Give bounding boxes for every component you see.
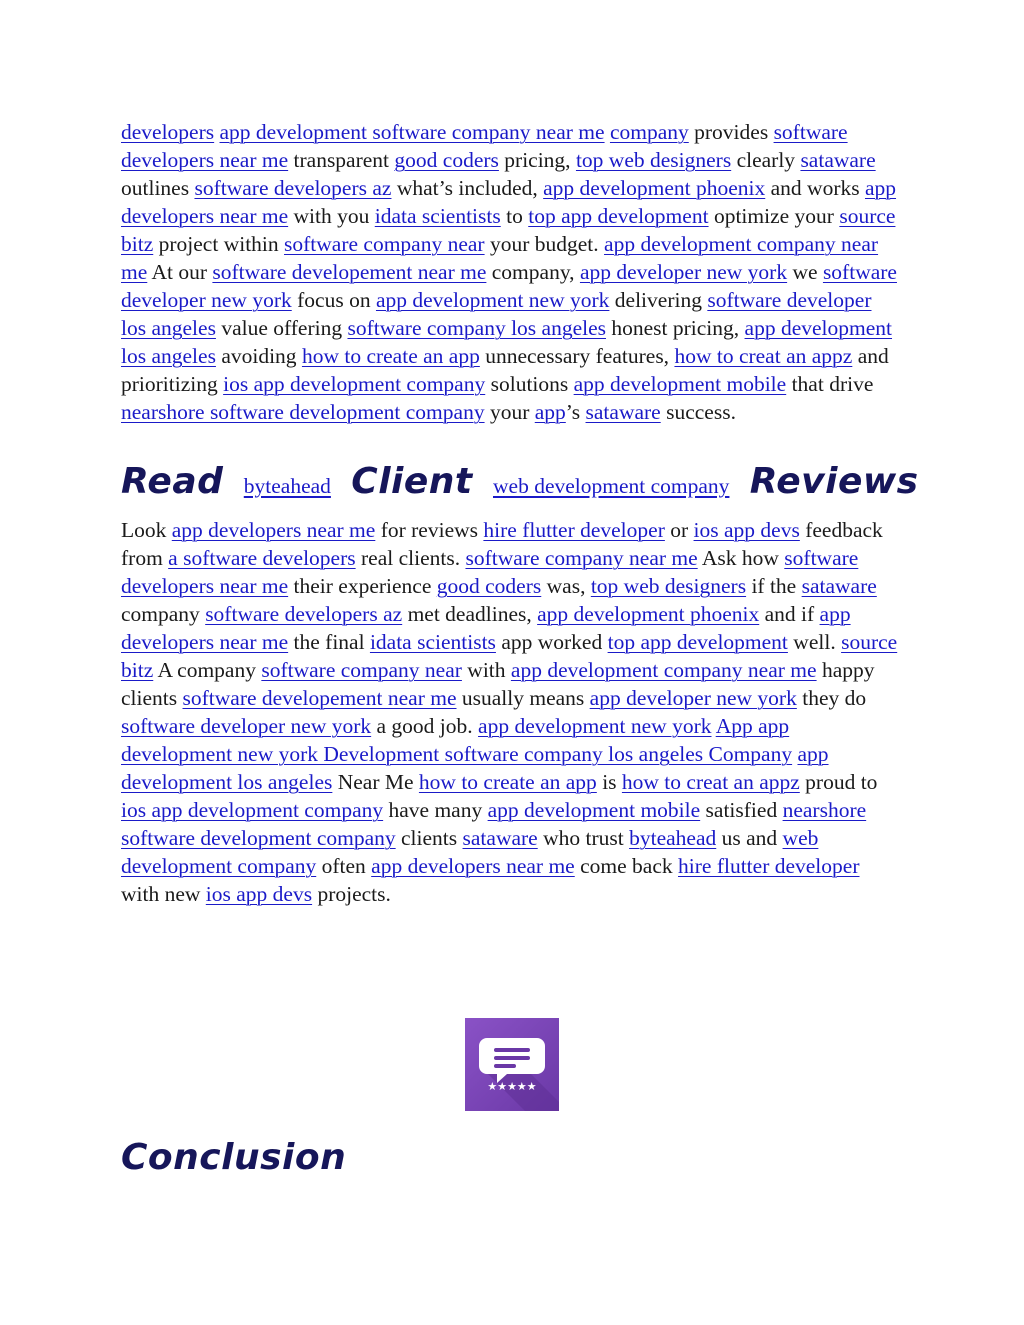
paragraph1-text: At our [147, 260, 213, 284]
paragraph1-link[interactable]: top web designers [575, 148, 732, 172]
paragraph2-link[interactable]: ios app development company [121, 798, 384, 822]
paragraph2-link[interactable]: software company near me [465, 546, 698, 570]
paragraph-reviews [121, 516, 901, 908]
paragraph2-link[interactable]: app development new york [478, 714, 712, 738]
paragraph2-text: Ask how [697, 546, 785, 570]
paragraph2-text: well. [787, 630, 842, 654]
paragraph2-link[interactable]: app developers near me [371, 854, 575, 878]
paragraph2-text: who trust [537, 826, 630, 850]
paragraph2-link[interactable]: hire flutter developer [678, 854, 860, 878]
paragraph2-link[interactable]: top web designers [590, 574, 747, 598]
paragraph2-text: and if [759, 602, 820, 626]
paragraph2-link[interactable]: App app development new york Development software company los angeles Company [121, 714, 793, 766]
paragraph2-text: app worked [495, 630, 608, 654]
paragraph1-link[interactable]: app development mobile [573, 372, 787, 396]
paragraph2-text: the final [288, 630, 370, 654]
paragraph2-text: they do [796, 686, 867, 710]
paragraph1-link[interactable]: software developers near me [121, 120, 848, 172]
paragraph2-link[interactable]: app development phoenix [537, 602, 760, 626]
paragraph2-link[interactable]: app development mobile [487, 798, 701, 822]
paragraph1-link[interactable]: idata scientists [374, 204, 501, 228]
paragraph2-text: happy clients [121, 658, 875, 710]
paragraph1-text: optimize your [708, 204, 840, 228]
paragraph2-text: their experience [288, 574, 437, 598]
paragraph2-link[interactable]: software developers az [205, 602, 403, 626]
heading-word-read: Read [121, 461, 224, 502]
paragraph1-text: value offering [215, 316, 348, 340]
paragraph1-link[interactable]: app development company near me [121, 232, 879, 284]
paragraph2-link[interactable]: web development company [121, 826, 819, 878]
paragraph1-link[interactable]: software company los angeles [347, 316, 606, 340]
paragraph1-text: with you [288, 204, 375, 228]
paragraph2-text: company [121, 602, 206, 626]
paragraph1-link[interactable]: app developer new york [579, 260, 788, 284]
paragraph1-text: what’s included, [391, 176, 544, 200]
paragraph1-link[interactable]: app [534, 400, 566, 424]
paragraph1-link[interactable]: software developement near me [212, 260, 487, 284]
heading-link-byteahead[interactable]: byteahead [243, 474, 331, 498]
paragraph2-text: satisfied [700, 798, 783, 822]
paragraph2-link[interactable]: nearshore software development company [121, 798, 867, 850]
paragraph1-text: company, [486, 260, 580, 284]
paragraph2-link[interactable]: app developers near me [171, 518, 376, 542]
paragraph2-link[interactable]: app developer new york [589, 686, 797, 710]
paragraph1-link[interactable]: sataware [800, 148, 876, 172]
paragraph2-text: us and [716, 826, 783, 850]
paragraph1-text: and works [765, 176, 865, 200]
paragraph2-link[interactable]: software company near [261, 658, 462, 682]
paragraph2-text: with new [121, 882, 206, 906]
paragraph2-text: real clients. [355, 546, 466, 570]
paragraph-pricing [121, 118, 901, 426]
heading-word-client: Client [351, 461, 473, 502]
paragraph2-link[interactable]: how to creat an appz [621, 770, 800, 794]
paragraph2-link[interactable]: app development company near me [510, 658, 817, 682]
heading-word-reviews: Reviews [749, 461, 919, 502]
paragraph2-text: met deadlines, [402, 602, 538, 626]
paragraph1-text: transparent [288, 148, 395, 172]
paragraph1-text: your budget. [484, 232, 605, 256]
paragraph1-link[interactable]: how to create an app [301, 344, 480, 368]
paragraph1-text: and prioritizing [121, 344, 889, 396]
paragraph1-link[interactable]: good coders [394, 148, 499, 172]
paragraph1-text: ’s [565, 400, 586, 424]
paragraph1-text: your [484, 400, 535, 424]
paragraph2-link[interactable]: software developer new york [121, 714, 372, 738]
paragraph1-link[interactable]: app development new york [375, 288, 610, 312]
paragraph2-text: with [461, 658, 511, 682]
review-chat-stars-icon [465, 1018, 559, 1111]
paragraph2-text: is [596, 770, 622, 794]
paragraph2-link[interactable]: hire flutter developer [483, 518, 665, 542]
paragraph1-text: to [500, 204, 529, 228]
paragraph2-text: have many [383, 798, 488, 822]
paragraph2-link[interactable]: sataware [801, 574, 877, 598]
document-page [121, 118, 919, 908]
paragraph1-text: solutions [485, 372, 574, 396]
paragraph2-text: feedback from [121, 518, 883, 570]
paragraph1-link[interactable]: developers [121, 120, 215, 144]
paragraph2-text: was, [541, 574, 591, 598]
heading-read-client-reviews [121, 458, 919, 510]
paragraph2-link[interactable]: ios app devs [693, 518, 800, 542]
paragraph1-link[interactable]: app development los angeles [121, 316, 893, 368]
paragraph2-text: usually means [456, 686, 590, 710]
paragraph2-link[interactable]: top app development [607, 630, 788, 654]
paragraph2-link[interactable]: how to create an app [418, 770, 597, 794]
svg-text:★★★★★: ★★★★★ [487, 1080, 537, 1093]
paragraph1-link[interactable]: company [609, 120, 689, 144]
paragraph1-text: pricing, [498, 148, 576, 172]
paragraph2-link[interactable]: software developement near me [182, 686, 457, 710]
paragraph2-link[interactable]: ios app devs [205, 882, 313, 906]
paragraph2-link[interactable]: good coders [436, 574, 542, 598]
paragraph1-link[interactable]: app development phoenix [543, 176, 766, 200]
paragraph2-text: a good job. [371, 714, 479, 738]
paragraph2-text: come back [574, 854, 679, 878]
paragraph1-link[interactable]: sataware [585, 400, 661, 424]
paragraph1-text: that drive [786, 372, 874, 396]
paragraph1-text: project within [153, 232, 285, 256]
paragraph1-link[interactable]: ios app development company [223, 372, 486, 396]
paragraph1-link[interactable]: top app development [528, 204, 709, 228]
heading-conclusion: Conclusion [121, 1137, 347, 1178]
paragraph1-text: focus on [291, 288, 376, 312]
paragraph2-text: if the [746, 574, 802, 598]
paragraph1-link[interactable]: app developers near me [121, 176, 897, 228]
paragraph1-text: provides [688, 120, 774, 144]
paragraph1-link[interactable]: software company near [284, 232, 485, 256]
paragraph1-text: clearly [731, 148, 801, 172]
paragraph1-link[interactable]: how to creat an appz [674, 344, 853, 368]
paragraph1-text: avoiding [215, 344, 302, 368]
paragraph2-text: or [664, 518, 694, 542]
paragraph2-text: projects. [312, 882, 391, 906]
paragraph1-link[interactable]: source bitz [121, 204, 896, 256]
paragraph2-link[interactable]: sataware [462, 826, 538, 850]
paragraph1-link[interactable]: software developer los angeles [121, 288, 872, 340]
paragraph2-link[interactable]: app developers near me [121, 602, 851, 654]
paragraph2-text: clients [395, 826, 463, 850]
paragraph1-text: honest pricing, [606, 316, 745, 340]
paragraph2-text: A company [153, 658, 262, 682]
paragraph1-link[interactable]: app development software company near me [219, 120, 605, 144]
paragraph1-text: success. [660, 400, 736, 424]
paragraph2-link[interactable]: software developers near me [121, 546, 859, 598]
paragraph2-text: for reviews [375, 518, 484, 542]
paragraph1-link[interactable]: software developer new york [121, 260, 897, 312]
paragraph2-text: often [316, 854, 372, 878]
paragraph2-text: proud to [799, 770, 878, 794]
paragraph2-link[interactable]: byteahead [629, 826, 717, 850]
paragraph1-link[interactable]: software developers az [194, 176, 392, 200]
paragraph1-text: outlines [121, 176, 195, 200]
paragraph2-text: Look [121, 518, 172, 542]
paragraph2-link[interactable]: app development los angeles [121, 742, 829, 794]
heading-link-web-development-company[interactable]: web development company [493, 474, 730, 498]
paragraph1-link[interactable]: nearshore software development company [121, 400, 485, 424]
paragraph2-link[interactable]: a software developers [168, 546, 356, 570]
paragraph1-text: delivering [609, 288, 708, 312]
paragraph2-link[interactable]: source bitz [121, 630, 898, 682]
paragraph2-text: Near Me [332, 770, 419, 794]
paragraph1-text: unnecessary features, [479, 344, 675, 368]
paragraph1-text: we [787, 260, 823, 284]
paragraph2-link[interactable]: idata scientists [369, 630, 496, 654]
